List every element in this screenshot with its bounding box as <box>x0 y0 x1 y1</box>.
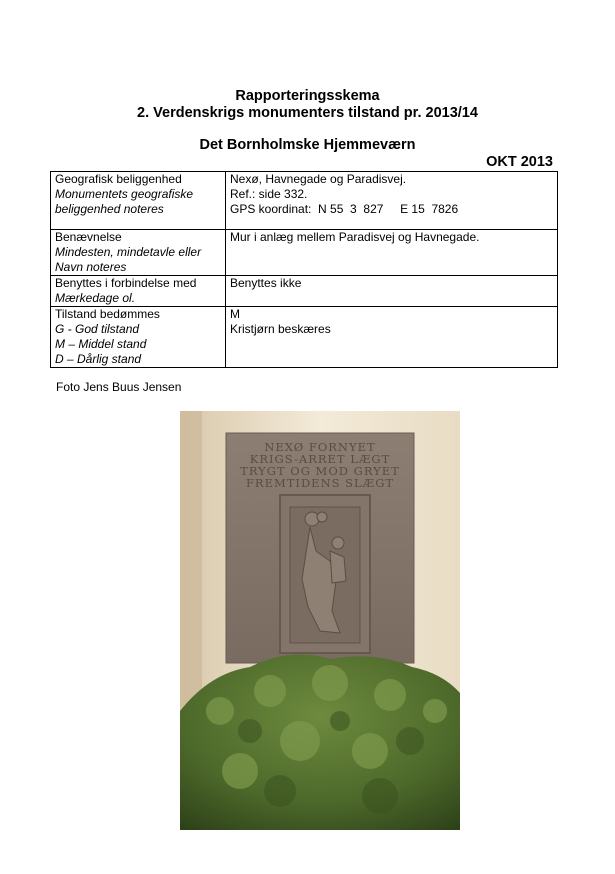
row-value: Ref.: side 332. <box>230 187 308 201</box>
label-cell <box>51 307 226 368</box>
table-row <box>51 307 558 368</box>
row-value: M <box>230 307 240 321</box>
row-label: Tilstand bedømmes <box>55 307 160 321</box>
table-row <box>51 276 558 307</box>
row-label: Geografisk beliggenhed <box>55 172 182 186</box>
label-cell <box>51 276 226 307</box>
value-cell <box>226 172 558 230</box>
row-sublabel: G - God tilstand <box>55 322 140 336</box>
value-cell <box>226 307 558 368</box>
inscription-line: FREMTIDENS SLÆGT <box>245 476 395 490</box>
inscription-line: KRIGS-ARRET LÆGT <box>249 452 391 466</box>
row-sublabel: Monumentets geografiske <box>55 187 194 201</box>
row-sublabel: Navn noteres <box>55 260 127 274</box>
row-value: Nexø, Havnegade og Paradisvej. <box>230 172 407 186</box>
table-row <box>51 230 558 276</box>
row-value: Mur i anlæg mellem Paradisvej og Havnegade. <box>230 230 480 244</box>
monument-photo-image <box>180 411 460 830</box>
row-label: Benævnelse <box>55 230 122 244</box>
row-value: Kristjørn beskæres <box>230 322 331 336</box>
value-cell <box>226 276 558 307</box>
row-value: GPS koordinat: N 55 3 827 E 15 7826 <box>230 202 459 216</box>
inscription-line: NEXØ FORNYET <box>264 440 376 454</box>
row-sublabel: M – Middel stand <box>55 337 147 351</box>
label-cell <box>51 172 226 230</box>
form-subtitle: 2. Verdenskrigs monumenters tilstand pr. 2013/14 <box>137 105 478 121</box>
table-row <box>51 172 558 230</box>
report-table <box>50 171 558 368</box>
inscription-line: TRYGT OG MOD GRYET <box>240 464 400 478</box>
row-value: Benyttes ikke <box>230 276 302 290</box>
row-sublabel: Mindesten, mindetavle eller <box>55 245 202 259</box>
row-sublabel: beliggenhed noteres <box>55 202 164 216</box>
organization-name: Det Bornholmske Hjemmeværn <box>199 137 416 153</box>
row-sublabel: D – Dårlig stand <box>55 352 142 366</box>
value-cell <box>226 230 558 276</box>
row-sublabel: Mærkedage ol. <box>55 291 136 305</box>
row-label: Benyttes i forbindelse med <box>55 276 197 290</box>
report-date: OKT 2013 <box>486 154 553 170</box>
form-title: Rapporteringsskema <box>235 88 380 104</box>
photo-credit: Foto Jens Buus Jensen <box>56 380 182 394</box>
label-cell <box>51 230 226 276</box>
monument-photo <box>180 411 460 830</box>
